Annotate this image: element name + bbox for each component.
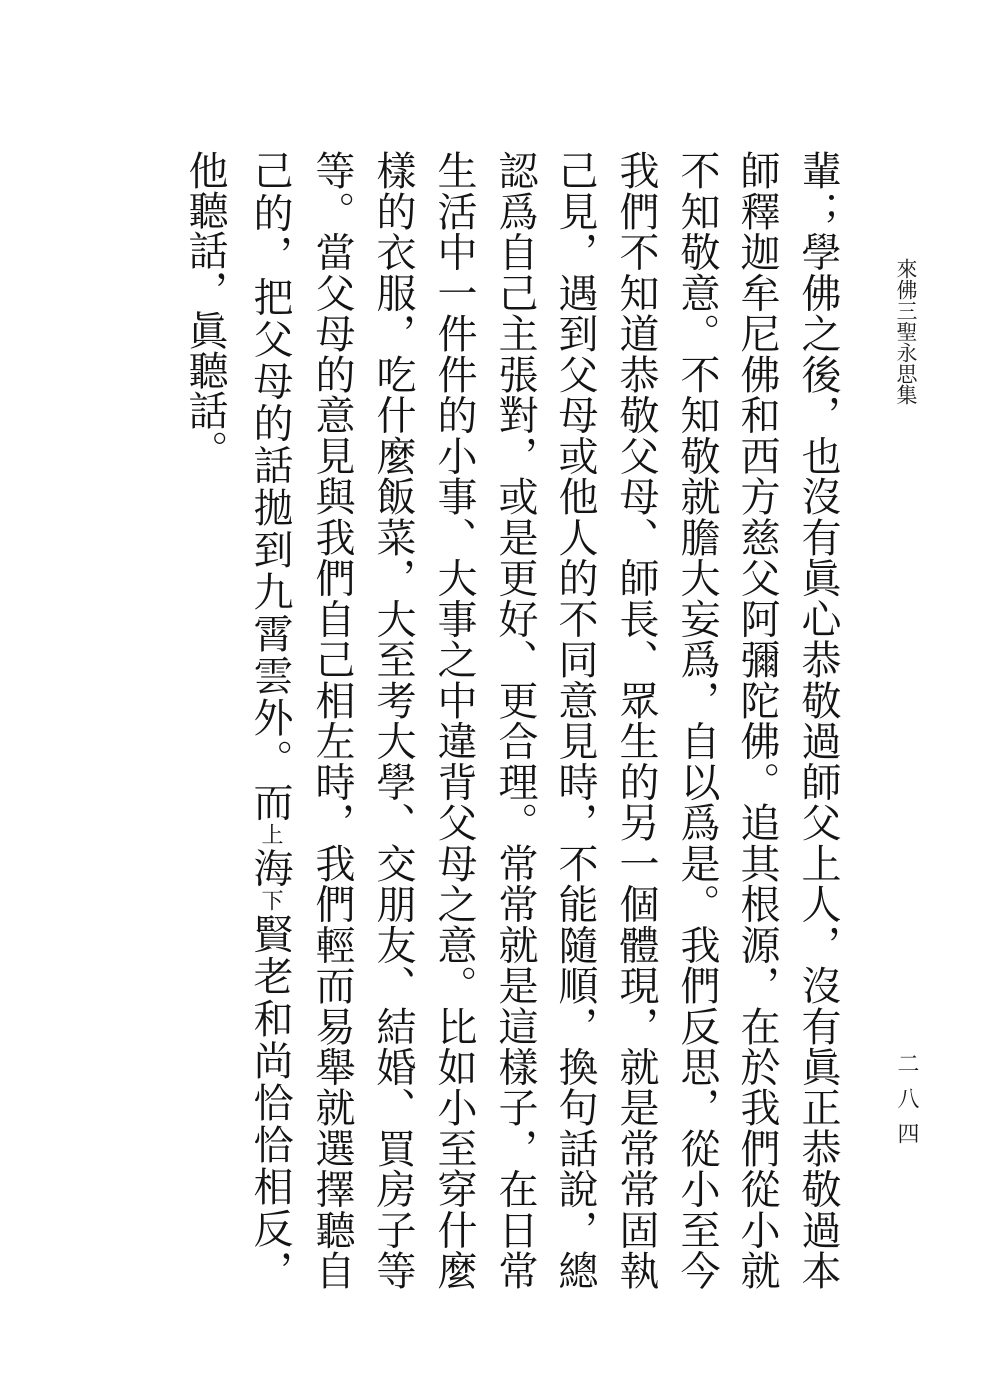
- text-column-2: [733, 150, 781, 1290]
- text-column-3: [673, 150, 721, 1290]
- text-column-11: [181, 150, 229, 1290]
- column-text: 認爲自己主張對，或是更好、更合理。常常就是這樣子，在日常: [492, 150, 538, 1290]
- text-column-10: [246, 150, 294, 1290]
- text-column-1: [794, 150, 842, 1290]
- column-text: 海: [247, 847, 293, 890]
- text-column-9: [308, 150, 356, 1290]
- column-text: 輩；學佛之後，也沒有眞心恭敬過師父上人，沒有眞正恭敬過本: [795, 150, 841, 1290]
- text-column-6: [491, 150, 539, 1290]
- small-honorific-char: 上: [258, 823, 283, 848]
- column-text: 己見，遇到父母或他人的不同意見時，不能隨順，換句話說，總: [552, 150, 598, 1290]
- page-number: 二八四: [894, 1052, 919, 1157]
- text-column-5: [551, 150, 599, 1290]
- column-text: 他聽話，眞聽話。: [182, 150, 228, 470]
- column-text: 己的，把父母的話拋到九霄雲外。而: [247, 150, 293, 824]
- text-column-4: [612, 150, 660, 1290]
- text-column-8: [369, 150, 417, 1290]
- column-text: 樣的衣服，吃什麼飯菜，大至考大學、交朋友、結婚、買房子等: [370, 150, 416, 1290]
- column-text: 等。當父母的意見與我們自己相左時，我們輕而易舉就選擇聽自: [309, 150, 355, 1290]
- column-text: 賢老和尚恰恰相反，: [247, 913, 293, 1291]
- running-head-book-title: 來佛三聖永思集: [894, 258, 918, 405]
- column-text: 師釋迦牟尼佛和西方慈父阿彌陀佛。追其根源，在於我們從小就: [734, 150, 780, 1290]
- text-column-7: [430, 150, 478, 1290]
- column-text: 生活中一件件的小事、大事之中違背父母之意。比如小至穿什麼: [431, 150, 477, 1290]
- column-text: 不知敬意。不知敬就膽大妄爲，自以爲是。我們反思，從小至今: [674, 150, 720, 1290]
- small-honorific-char: 下: [258, 889, 283, 914]
- column-text: 我們不知道恭敬父母、師長、眾生的另一個體現，就是常常固執: [613, 150, 659, 1290]
